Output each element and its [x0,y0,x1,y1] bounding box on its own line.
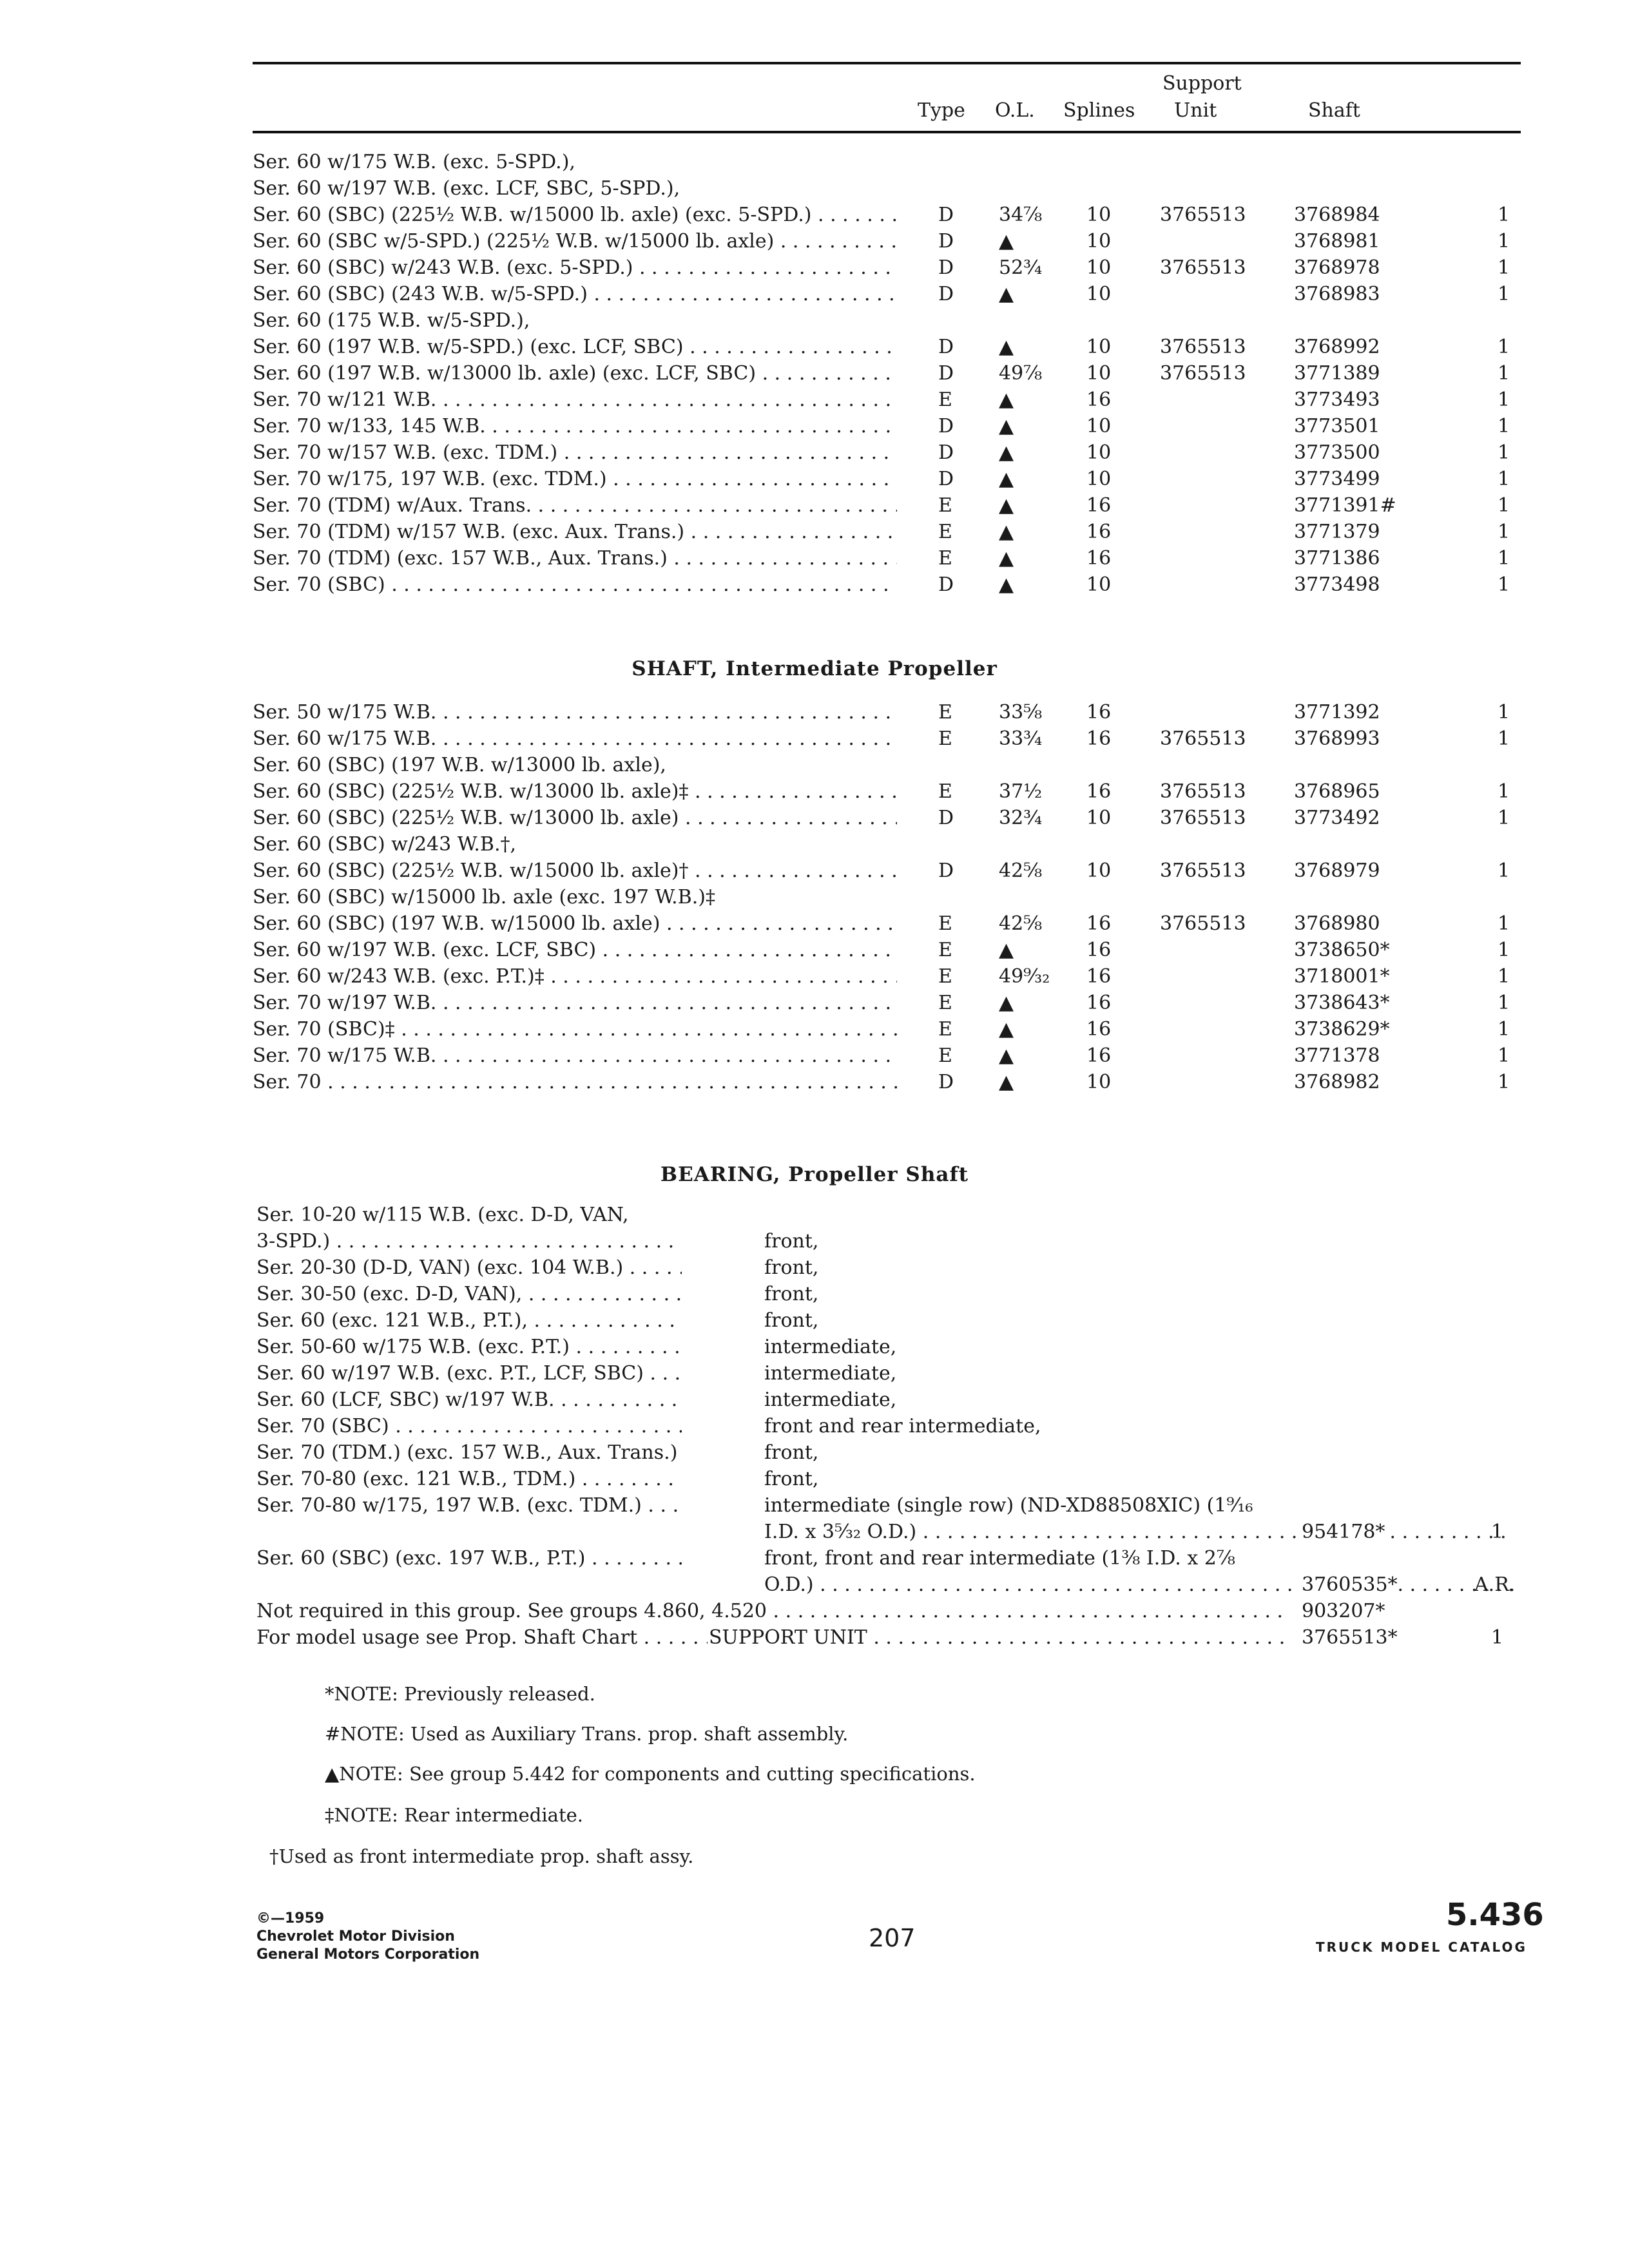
table-cell-bpart: 3760535* [1296,1572,1398,1598]
table-cell-spl: 16 [1086,547,1112,570]
table-cell-desc: Ser. 60 (SBC) w/243 W.B.†, [253,833,517,856]
table-row [253,334,1516,360]
table-cell-ol: 33¾ [999,727,1043,750]
table-row [253,519,1516,545]
top-rule [253,62,1521,64]
table-cell-type: D [938,362,954,385]
note-front-intermediate: †Used as front intermediate prop. shaft assy. [269,1845,694,1867]
table-cell-shaft: 3771378 [1294,1044,1380,1067]
table-cell-bsub: O.D.) . . . [764,1572,1512,1598]
table-cell-ol: ▲ [999,521,1014,543]
table-cell-desc: Ser. 70 (TDM) w/157 W.B. (exc. Aux. Trans.) . . . [253,519,897,545]
table-row [253,387,1516,413]
table-cell-shaft: 3768992 [1294,336,1380,358]
table-cell-sup: 3765513 [1160,780,1246,803]
table-cell-bdesc: Not required in this group. See groups 4.860, 4.520 . . . [256,1599,1287,1624]
table-cell-spl: 16 [1086,780,1112,803]
table-cell-sup: 3765513 [1160,912,1246,935]
table-cell-bsub: front and rear intermediate, [764,1415,1041,1437]
list-item [256,1229,1519,1254]
table-cell-ol: ▲ [999,1044,1014,1067]
table-cell-qty: 1 [1498,807,1510,829]
list-item [256,1361,1519,1387]
table-cell-spl: 16 [1086,1044,1112,1067]
table-cell-qty: 1 [1498,336,1510,358]
table-row [253,202,1516,228]
section-number: 5.436 [1446,1897,1544,1933]
table-cell-type: D [938,283,954,305]
table-cell-desc: Ser. 60 (SBC w/5-SPD.) (225½ W.B. w/15000 lb. axle) . . . [253,229,897,255]
table-cell-ol: ▲ [999,939,1014,961]
table-cell-qty: 1 [1498,547,1510,570]
list-item [256,1625,1519,1651]
table-cell-qty: 1 [1498,230,1510,253]
table-row [253,308,1516,334]
table-cell-spl: 10 [1086,573,1112,596]
table-cell-qty: 1 [1498,912,1510,935]
table-cell-desc: Ser. 60 (SBC) (225½ W.B. w/15000 lb. axle)† . . . [253,858,897,884]
table-cell-ol: 42⅝ [999,912,1043,935]
table-cell-shaft: 3773499 [1294,468,1380,490]
copyright: ©—1959 [256,1910,325,1927]
table-cell-sup: 3765513 [1160,256,1246,279]
table-cell-spl: 10 [1086,468,1112,490]
table-cell-ol: ▲ [999,573,1014,596]
list-item [256,1546,1519,1571]
list-item [256,1466,1519,1492]
table-cell-desc: Ser. 60 (197 W.B. w/5-SPD.) (exc. LCF, SBC) . . . [253,334,897,360]
table-cell-type: E [938,701,952,724]
table-row [253,832,1516,858]
table-cell-desc: Ser. 60 w/243 W.B. (exc. P.T.)‡ . . . [253,964,897,990]
table-cell-desc: Ser. 50 w/175 W.B. . . . [253,700,897,726]
table-cell-desc: Ser. 70 w/121 W.B. . . . [253,387,897,413]
table-row [253,149,1516,175]
table-cell-spl: 16 [1086,912,1112,935]
table-cell-qty: 1 [1498,521,1510,543]
table-cell-bpart: 954178* [1296,1519,1385,1545]
table-cell-shaft: 3768979 [1294,860,1380,882]
table-cell-sup: 3765513 [1160,860,1246,882]
corporation: General Motors Corporation [256,1946,480,1963]
table-row [253,414,1516,439]
table-row [253,1070,1516,1095]
table-cell-type: E [938,521,952,543]
header-ol: O.L. [995,99,1035,122]
table-cell-desc: Ser. 60 (SBC) (243 W.B. w/5-SPD.) . . . [253,282,897,307]
table-cell-type: E [938,727,952,750]
table-cell-type: E [938,912,952,935]
table-cell-bsub: intermediate, [764,1362,897,1385]
table-cell-bsub: front, front and rear intermediate (1⅜ I.D. x 2⅞ [764,1547,1235,1570]
header-type: Type [918,99,965,122]
table-cell-type: E [938,965,952,988]
table-cell-qty: 1 [1498,468,1510,490]
table-cell-type: E [938,992,952,1014]
table-cell-spl: 10 [1086,860,1112,882]
table-cell-shaft: 3768965 [1294,780,1380,803]
table-cell-type: D [938,468,954,490]
table-row [253,726,1516,752]
table-cell-shaft: 3771389 [1294,362,1380,385]
section-title-bearing: BEARING, Propeller Shaft [660,1163,969,1186]
table-cell-qty: 1 [1498,992,1510,1014]
table-cell-spl: 16 [1086,992,1112,1014]
table-cell-type: E [938,1018,952,1041]
table-cell-type: D [938,441,954,464]
table-row [253,229,1516,255]
list-item [256,1440,1519,1466]
table-cell-spl: 16 [1086,494,1112,517]
table-cell-shaft: 3768980 [1294,912,1380,935]
table-cell-shaft: 3773500 [1294,441,1380,464]
table-cell-spl: 10 [1086,204,1112,226]
table-cell-spl: 10 [1086,807,1112,829]
table-row [253,282,1516,307]
table-row [253,911,1516,937]
table-row [253,361,1516,387]
table-row [253,885,1516,910]
table-cell-shaft: 3773498 [1294,573,1380,596]
table-row [253,700,1516,726]
table-cell-bpart: 903207* [1296,1599,1385,1624]
table-cell-bdesc: Ser. 30-50 (exc. D-D, VAN), . . . [256,1282,682,1307]
table-cell-desc: Ser. 60 (SBC) (225½ W.B. w/13000 lb. axle) . . . [253,805,897,831]
table-cell-ol: 33⅝ [999,701,1043,724]
table-cell-desc: Ser. 70 (TDM) (exc. 157 W.B., Aux. Trans.) . . . [253,546,897,572]
table-cell-qty: 1 [1498,573,1510,596]
table-cell-qty: 1 [1498,204,1510,226]
table-cell-bdesc: Ser. 60 w/197 W.B. (exc. P.T., LCF, SBC) . . . [256,1361,682,1387]
table-row [253,779,1516,805]
table-row [253,990,1516,1016]
list-item [256,1387,1519,1413]
table-cell-spl: 10 [1086,415,1112,437]
table-cell-ol: ▲ [999,415,1014,437]
table-cell-ol: ▲ [999,441,1014,464]
table-cell-desc: Ser. 60 (SBC) (197 W.B. w/15000 lb. axle) . . . [253,911,897,937]
header-splines: Splines [1063,99,1135,122]
table-cell-desc: Ser. 60 (SBC) w/243 W.B. (exc. 5-SPD.) . . . [253,255,897,281]
table-cell-qty: 1 [1498,965,1510,988]
table-cell-desc: Ser. 60 w/197 W.B. (exc. LCF, SBC) . . . [253,937,897,963]
table-cell-spl: 10 [1086,256,1112,279]
table-cell-shaft: 3768981 [1294,230,1380,253]
table-cell-shaft: 3738650* [1294,939,1390,961]
catalog-title: TRUCK MODEL CATALOG [1316,1939,1527,1955]
table-cell-ol: 34⅞ [999,204,1043,226]
table-cell-bdesc: Ser. 20-30 (D-D, VAN) (exc. 104 W.B.) . . . [256,1255,682,1281]
table-cell-spl: 16 [1086,939,1112,961]
table-cell-qty: 1 [1498,1018,1510,1041]
table-row [253,753,1516,778]
table-cell-ol: 42⅝ [999,860,1043,882]
table-cell-ol: 52¾ [999,256,1043,279]
table-cell-type: D [938,807,954,829]
table-row [253,176,1516,202]
table-cell-type: D [938,204,954,226]
table-cell-spl: 10 [1086,336,1112,358]
list-item [256,1599,1519,1624]
table-cell-ol: ▲ [999,230,1014,253]
table-cell-bdesc: Ser. 60 (LCF, SBC) w/197 W.B. . . . [256,1387,682,1413]
table-cell-bsub: intermediate, [764,1389,897,1411]
table-cell-qty: 1 [1498,415,1510,437]
table-cell-sup: 3765513 [1160,727,1246,750]
table-cell-desc: Ser. 60 (197 W.B. w/13000 lb. axle) (exc. LCF, SBC) . . . [253,361,897,387]
table-cell-type: D [938,415,954,437]
table-cell-shaft: 3768982 [1294,1071,1380,1093]
table-row [253,1017,1516,1043]
table-cell-desc: Ser. 60 (SBC) (225½ W.B. w/15000 lb. axle) (exc. 5-SPD.) . . . [253,202,897,228]
table-cell-bsub: intermediate (single row) (ND-XD88508XIC) (1⁹⁄₁₆ [764,1494,1253,1517]
table-cell-ol: ▲ [999,389,1014,411]
list-item [256,1282,1519,1307]
table-cell-qty: 1 [1498,939,1510,961]
table-cell-shaft: 3771379 [1294,521,1380,543]
table-cell-spl: 16 [1086,1018,1112,1041]
header-support-line2: Unit [1174,99,1217,122]
table-cell-spl: 16 [1086,521,1112,543]
table-cell-desc: Ser. 60 w/175 W.B. (exc. 5-SPD.), [253,151,575,173]
table-cell-qty: 1 [1498,1071,1510,1093]
table-cell-sup: 3765513 [1160,362,1246,385]
table-cell-desc: Ser. 60 (SBC) w/15000 lb. axle (exc. 197 W.B.)‡ [253,886,715,908]
table-cell-ol: ▲ [999,992,1014,1014]
table-cell-bsub: I.D. x 3⁵⁄₃₂ O.D.) . . . [764,1519,1512,1545]
table-cell-bdesc: Ser. 70-80 w/175, 197 W.B. (exc. TDM.) . . . [256,1493,682,1519]
table-cell-bsub: front, [764,1441,819,1464]
list-item [256,1308,1519,1334]
table-row [253,964,1516,990]
table-cell-type: D [938,573,954,596]
table-cell-desc: Ser. 60 w/175 W.B. . . . [253,726,897,752]
table-cell-desc: Ser. 60 (SBC) (197 W.B. w/13000 lb. axle), [253,754,666,776]
table-cell-desc: Ser. 70 w/157 W.B. (exc. TDM.) . . . [253,440,897,466]
table-cell-ol: ▲ [999,1018,1014,1041]
table-cell-shaft: 3768983 [1294,283,1380,305]
table-cell-bdesc: Ser. 50-60 w/175 W.B. (exc. P.T.) . . . [256,1334,682,1360]
table-cell-type: D [938,1071,954,1093]
table-cell-spl: 16 [1086,965,1112,988]
table-cell-desc: Ser. 70 w/133, 145 W.B. . . . [253,414,897,439]
table-row [253,1043,1516,1069]
list-item [256,1519,1519,1545]
list-item [256,1255,1519,1281]
table-cell-spl: 10 [1086,230,1112,253]
table-cell-bsub: SUPPORT UNIT . . . [709,1625,1289,1651]
header-support-line1: Support [1162,72,1242,95]
table-cell-bdesc: Ser. 70 (SBC) . . . [256,1414,682,1439]
table-cell-ol: ▲ [999,1071,1014,1093]
note-cutting-specs: ▲NOTE: See group 5.442 for components and cutting specifications. [325,1763,976,1785]
table-cell-shaft: 3768993 [1294,727,1380,750]
table-cell-desc: Ser. 60 (SBC) (225½ W.B. w/13000 lb. axle)‡ . . . [253,779,897,805]
table-cell-ol: ▲ [999,494,1014,517]
header-rule [253,131,1521,133]
table-cell-spl: 10 [1086,441,1112,464]
table-cell-shaft: 3768978 [1294,256,1380,279]
table-cell-bqty: A.R. [1474,1573,1516,1596]
list-item [256,1202,1519,1228]
table-cell-desc: Ser. 70 (TDM) w/Aux. Trans. . . . [253,493,897,519]
table-cell-qty: 1 [1498,389,1510,411]
section-title-intermediate-shaft: SHAFT, Intermediate Propeller [631,657,998,680]
table-cell-bsub: front, [764,1468,819,1490]
table-cell-ol: 49⅞ [999,362,1043,385]
note-aux-trans: #NOTE: Used as Auxiliary Trans. prop. shaft assembly. [325,1723,849,1745]
table-cell-type: E [938,547,952,570]
division: Chevrolet Motor Division [256,1928,455,1945]
table-cell-desc: Ser. 70 . . . [253,1070,897,1095]
table-cell-desc: Ser. 70 w/197 W.B. . . . [253,990,897,1016]
table-cell-shaft: 3773501 [1294,415,1380,437]
table-cell-spl: 16 [1086,727,1112,750]
list-item [256,1414,1519,1439]
table-cell-bqty: 1 [1491,1626,1504,1649]
table-cell-desc: Ser. 70 w/175 W.B. . . . [253,1043,897,1069]
table-cell-ol: 49⁹⁄₃₂ [999,965,1050,988]
page-number: 207 [869,1924,916,1952]
note-previously-released: *NOTE: Previously released. [325,1683,595,1705]
table-cell-bdesc: For model usage see Prop. Shaft Chart . . . [256,1625,708,1651]
table-row [253,440,1516,466]
table-cell-shaft: 3771392 [1294,701,1380,724]
table-cell-bsub: front, [764,1283,819,1305]
table-row [253,546,1516,572]
table-cell-bsub: front, [764,1309,819,1332]
table-cell-qty: 1 [1498,701,1510,724]
table-cell-qty: 1 [1498,494,1510,517]
table-cell-shaft: 3773493 [1294,389,1380,411]
table-cell-bdesc: Ser. 70-80 (exc. 121 W.B., TDM.) . . . [256,1466,682,1492]
table-cell-shaft: 3738643* [1294,992,1390,1014]
table-cell-bsub: front, [764,1256,819,1279]
table-cell-sup: 3765513 [1160,807,1246,829]
list-item [256,1493,1519,1519]
table-cell-ol: 32¾ [999,807,1043,829]
table-cell-bdesc: Ser. 70 (TDM.) (exc. 157 W.B., Aux. Trans.) [256,1441,678,1464]
table-cell-shaft: 3771386 [1294,547,1380,570]
table-cell-type: E [938,1044,952,1067]
table-cell-qty: 1 [1498,362,1510,385]
table-cell-bpart: 3765513* [1296,1625,1398,1651]
table-row [253,493,1516,519]
table-row [253,858,1516,884]
table-cell-ol: ▲ [999,336,1014,358]
table-cell-desc: Ser. 70 (SBC)‡ . . . [253,1017,897,1043]
table-cell-qty: 1 [1498,256,1510,279]
table-cell-bsub: intermediate, [764,1336,897,1358]
table-row [253,255,1516,281]
table-row [253,466,1516,492]
table-cell-bqty: 1 [1491,1521,1504,1543]
table-cell-bdesc: Ser. 10-20 w/115 W.B. (exc. D-D, VAN, [256,1204,629,1226]
table-cell-spl: 10 [1086,1071,1112,1093]
table-cell-qty: 1 [1498,780,1510,803]
table-cell-desc: Ser. 60 (175 W.B. w/5-SPD.), [253,309,530,332]
table-cell-sup: 3765513 [1160,204,1246,226]
table-row [253,572,1516,598]
table-cell-qty: 1 [1498,860,1510,882]
table-cell-type: D [938,336,954,358]
table-cell-type: D [938,256,954,279]
table-cell-desc: Ser. 70 w/175, 197 W.B. (exc. TDM.) . . . [253,466,897,492]
table-cell-bsub: front, [764,1230,819,1253]
list-item [256,1334,1519,1360]
table-cell-type: E [938,780,952,803]
table-cell-bdesc: Ser. 60 (SBC) (exc. 197 W.B., P.T.) . . . [256,1546,682,1571]
table-row [253,805,1516,831]
table-cell-spl: 10 [1086,283,1112,305]
table-cell-qty: 1 [1498,441,1510,464]
table-cell-spl: 16 [1086,389,1112,411]
table-cell-desc: Ser. 70 (SBC) . . . [253,572,897,598]
table-cell-bdesc: 3-SPD.) . . . [256,1229,682,1254]
table-cell-shaft: 3718001* [1294,965,1390,988]
table-cell-qty: 1 [1498,727,1510,750]
table-cell-ol: ▲ [999,468,1014,490]
table-cell-qty: 1 [1498,1044,1510,1067]
table-cell-ol: 37½ [999,780,1043,803]
table-cell-type: D [938,860,954,882]
header-shaft: Shaft [1308,99,1360,122]
table-cell-ol: ▲ [999,547,1014,570]
table-cell-sup: 3765513 [1160,336,1246,358]
table-cell-shaft: 3773492 [1294,807,1380,829]
table-cell-ol: ▲ [999,283,1014,305]
table-cell-shaft: 3768984 [1294,204,1380,226]
table-cell-type: E [938,494,952,517]
table-cell-bdesc: Ser. 60 (exc. 121 W.B., P.T.), . . . [256,1308,682,1334]
note-rear-intermediate: ‡NOTE: Rear intermediate. [325,1804,583,1826]
table-cell-desc: Ser. 60 w/197 W.B. (exc. LCF, SBC, 5-SPD.), [253,177,680,200]
table-cell-type: E [938,389,952,411]
table-cell-spl: 16 [1086,701,1112,724]
table-cell-type: E [938,939,952,961]
table-cell-shaft: 3771391# [1294,494,1396,517]
table-cell-shaft: 3738629* [1294,1018,1390,1041]
table-cell-type: D [938,230,954,253]
list-item [256,1572,1519,1598]
table-row [253,937,1516,963]
table-cell-qty: 1 [1498,283,1510,305]
table-cell-spl: 10 [1086,362,1112,385]
